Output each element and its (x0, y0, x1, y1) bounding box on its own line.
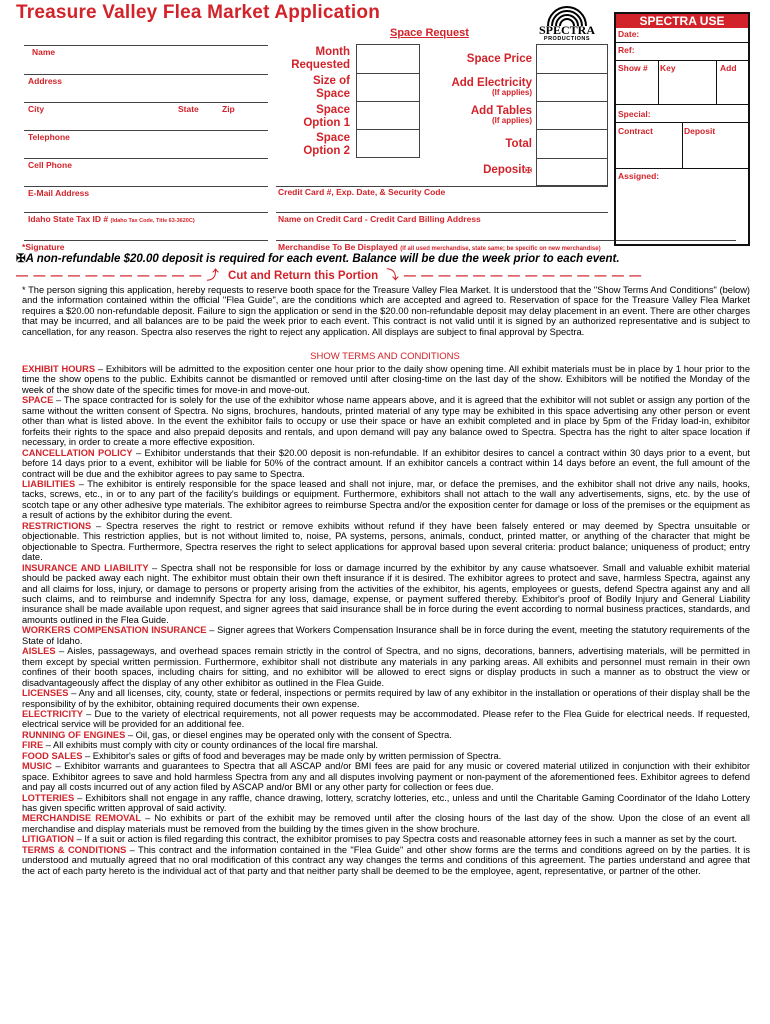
term-merchandise-removal (22, 813, 750, 834)
term-title: RESTRICTIONS (22, 520, 92, 531)
term-title: SPACE (22, 395, 54, 406)
name-label: Name (32, 47, 56, 57)
space-price-field[interactable] (537, 45, 607, 71)
term-title: INSURANCE AND LIABILITY (22, 562, 149, 573)
logo-word: SPECTRA (538, 23, 595, 37)
city-label: City (28, 104, 45, 114)
term-title: EXHIBIT HOURS (22, 364, 96, 374)
term-exhibit-hours (22, 364, 750, 395)
spectra-date-label: Date: (618, 29, 640, 39)
term-space (22, 395, 750, 447)
term-title: AISLES (22, 646, 56, 657)
space-request-heading: Space Request (390, 27, 469, 39)
term-text: – Exhibitor warrants and guarantees to Spectra that all ASCAP and/or BMI fees are paid for any music or covered material utilized in conjunction with their exhibitor space. Exhibitor agrees to save and hold harmless Spectra from any and all disputes involving payment or non-payment of the aforementioned fees. Exhibitor agrees to defend and pay all costs incurred out of any action filed by ASCAP and/or BMI or any other party for collection or fees due. (22, 761, 750, 793)
total-label: Total (505, 138, 532, 150)
term-text: – Exhibitor's sales or gifts of food and beverages may be made only by written permission of Spectra. (82, 750, 502, 761)
term-licenses (22, 688, 750, 709)
city-state-zip-field[interactable] (24, 112, 268, 130)
deposit-label: Deposit✠ (483, 164, 532, 176)
term-text: – Exhibitors will be admitted to the exposition center one hour prior to the daily show opening time. All exhibit materials must be in place by 1 hour prior to the time the show opens to the public. Exhibits cannot be dismantled or removed until after closing-time on the last day of the show. Exhibitors will be notified the Monday of the week of the show date of the specific times for move-in and move-out. (22, 364, 750, 395)
spectra-deposit-label: Deposit (684, 126, 716, 136)
term-cancellation (22, 448, 750, 479)
term-title: LOTTERIES (22, 792, 75, 803)
cell-phone-label: Cell Phone (28, 160, 72, 170)
spectra-use-heading: SPECTRA USE (616, 14, 748, 28)
term-text: – The space contracted for is solely for the use of the exhibitor whose name appears above, and it is agreed that the exhibitor will not sublet or assign any portion of the same without the written consent of Spectra. No signs, brochures, handouts, printed material of any type may be exhibited in this space advertising any other person or event other than what is listed above. In the event the exhibitor fails to occupy or use their space or have an exhibit completed and in place by 5pm of the Friday load-in, exhibitor forfeits their rights to the space and also prepaid deposits and rentals, and upon demand will pay any balance owed to Spectra. Spectra has the right to alter space location if necessary, in order to create a more effective exposition. (22, 395, 750, 448)
zip-label: Zip (222, 104, 235, 114)
term-electricity (22, 709, 750, 730)
month-requested-box[interactable] (356, 44, 420, 74)
state-label: State (178, 104, 199, 114)
tax-id-note: (Idaho Tax Code, Title 63-3620C) (110, 218, 195, 224)
term-insurance (22, 563, 750, 626)
space-option1-label (276, 104, 350, 130)
term-text: – Oil, gas, or diesel engines may be operated only with the consent of Spectra. (125, 729, 452, 740)
term-title: CANCELLATION POLICY (22, 447, 133, 458)
term-title: WORKERS COMPENSATION INSURANCE (22, 625, 207, 636)
signature-field[interactable] (24, 222, 268, 240)
space-option1-line2: Option 1 (303, 117, 350, 129)
space-option1-box[interactable] (356, 101, 420, 130)
term-text: – Spectra shall not be responsible for loss or damage incurred by the exhibitor by any cause whatsoever. Small and valuable exhibit material should be packed away each night. The exhibitor must obtain their own theft insurance if it is desired. The exhibitor agrees to protect and save, harmless Spectra, against any and all claims for loss, injury, or damage to persons or property arising from the activities of the exhibitor, his agents, employees or guests, defend Spectra against any and all such claims, and to reimburse and indemnify Spectra for any loss, damage, expense, or payment suffered thereby. Exhibitor's proof of Bodily Injury and General Liability insurance shall be made available upon request, and signer agrees that said insurance shall be in force during the event according to normal business practices, standards, and amounts outlined in the Flea Guide. (22, 562, 750, 625)
term-title: FOOD SALES (22, 750, 83, 761)
deposit-field[interactable] (537, 159, 607, 185)
term-text: – Aisles, passageways, and overhead spaces remain strictly in the control of Spectra, and no signs, decorations, banners, advertising materials, will be permitted in them except by special written permission. Furthermore, exhibitor shall not distribute any materials in any parking areas. All exhibits and personnel must remain in their own confines of their booth spaces, including chairs for sitting, and no exhibitor will be allowed to erect signs or display products in such a manner as to obstruct the view or disadvantageously affect the display of any other exhibitor as outlined in the Flea Guide. (22, 646, 750, 688)
term-lotteries (22, 793, 750, 814)
if-applies-tables: (If applies) (491, 116, 532, 125)
telephone-field[interactable] (24, 140, 268, 158)
email-label: E-Mail Address (28, 188, 90, 198)
term-text: – Signer agrees that Workers Compensation Insurance shall be in force during the event, meeting the statutory requirements of the State of Idaho. (22, 625, 750, 646)
space-option2-line2: Option 2 (303, 145, 350, 157)
intro-paragraph: * The person signing this application, hereby requests to reserve booth space for the Treasure Valley Flea Market. It is understood that the "Show Terms And Conditions" (below) and the information contained within the official "Flea Guide", are the conditions which are accepted and agreed to. Reservation of space for the Treasure Valley Flea Market requires a $20.00 non-refundable deposit. Failure to sign the application or send in the $20.00 non-refundable deposit may delay placement in an event. There are other charges that may be incurred, and all balances are to be paid the week prior to each event. This contract is not valid until it is signed by an authorized representative and is subject to cancellation, for any reason. Spectra also reserves the right to reject any application. All displays are subject to final approval by Spectra. (22, 285, 750, 337)
space-option2-box[interactable] (356, 129, 420, 158)
term-title: RUNNING OF ENGINES (22, 729, 126, 740)
term-terms-conditions (22, 845, 750, 876)
add-tables-label: Add Tables (470, 105, 532, 117)
term-text: – All exhibits must comply with city or county ordinances of the local fire marshal. (43, 740, 379, 751)
term-text: – Spectra reserves the right to restrict or remove exhibits without refund if they have been falsely entered or may deemed by Spectra unsuitable or objectionable. This restriction applies, but is not without limited to, noise, PA systems, persons, animals, conduct, printed matter, or anything of the character that might be objectionable to Spectra. Furthermore, Spectra reserves the right to select applications for approval based upon several criteria: product balance; uniqueness of product; entry date. (22, 520, 750, 563)
term-food-sales (22, 751, 750, 761)
merchandise-note: (If all used merchandise, state same; be specific on new merchandise) (400, 246, 601, 252)
credit-card-label: Credit Card #, Exp. Date, & Security Code (278, 187, 446, 197)
term-text: – Exhibitor understands that their $20.00 deposit is non-refundable. If an exhibitor desires to cancel a contract within 30 days prior to a event, but before 14 days prior to a event, exhibitor will be liable for 50% of the contract amount. If an exhibitor cancels a contract within 14 days before an event, the full amount of the contract will be due and the exhibitor agrees to pay same to Spectra. (22, 447, 750, 479)
spectra-logo (530, 2, 604, 42)
term-engines (22, 730, 750, 740)
month-requested-line1: Month (315, 46, 350, 58)
spectra-special-label: Special: (618, 109, 651, 119)
term-music (22, 761, 750, 792)
name-on-card-field[interactable] (276, 222, 608, 240)
credit-card-field[interactable] (276, 196, 608, 212)
month-requested-label (276, 46, 350, 72)
term-title: FIRE (22, 740, 44, 751)
spectra-add-label: Add (720, 63, 737, 73)
terms-heading: SHOW TERMS AND CONDITIONS (310, 351, 460, 362)
size-of-space-label (276, 75, 350, 101)
term-liabilities (22, 479, 750, 521)
page-title: Treasure Valley Flea Market Application (16, 2, 381, 23)
term-fire (22, 740, 750, 750)
size-of-space-box[interactable] (356, 73, 420, 102)
telephone-label: Telephone (28, 132, 70, 142)
total-field[interactable] (537, 130, 607, 156)
term-title: LIABILITIES (22, 478, 76, 489)
cell-phone-field[interactable] (24, 168, 268, 186)
term-workers-comp (22, 625, 750, 646)
term-text: – The exhibitor is entirely responsible for the space leased and shall not injure, mar, or deface the premises, and the exhibitor shall not drive any nails, hooks, tacks, screws, etc., in or to any part of the facility's buildings or equipment. Furthermore, exhibitors shall not attach to the wall any advertisements, signs, etc. by the use of scotch tape or any other adhesive type materials. The exhibitor agrees to reimburse Spectra and/or the exposition center for damage or loss of the premises or the equipment as a result of actions by the exhibitor during the event. (22, 478, 750, 521)
space-option2-label (276, 132, 350, 158)
spectra-show-num-label: Show # (618, 63, 648, 73)
spectra-assigned-label: Assigned: (618, 171, 660, 181)
address-label: Address (28, 76, 63, 86)
term-title: MUSIC (22, 761, 52, 772)
term-aisles (22, 646, 750, 688)
spectra-use-panel (614, 12, 750, 246)
term-title: TERMS & CONDITIONS (22, 844, 127, 855)
terms-list (22, 364, 750, 876)
month-requested-line2: Requested (291, 59, 350, 71)
add-electricity-label: Add Electricity (451, 77, 532, 89)
tax-id-label-text: Idaho State Tax ID # (28, 214, 109, 224)
term-restrictions (22, 521, 750, 563)
term-title: ELECTRICITY (22, 708, 83, 719)
term-text: – This contract and the information contained in the "Flea Guide" and other show forms are the terms and conditions agreed on by the parties. It is understood and mutually agreed that no oral modification of this contract any way changes the terms and conditions of this agreement. The parties understand and agree that the act of each party hereto is the individual act of that party and that neither party shall be deemed to be the employee, agent, representative, or partner of the other. (22, 844, 750, 876)
term-title: LITIGATION (22, 834, 74, 845)
cut-return-label: Cut and Return this Portion (228, 270, 379, 282)
deposit-notice: ✠A non-refundable $20.00 deposit is required for each event. Balance will be due the week prior to each event. (16, 253, 620, 265)
term-text: – Due to the variety of electrical requirements, not all power requests may be accommodated. Please refer to the Flea Guide for electrical needs. If requested, electrical service will be provided for an additional fee. (22, 708, 750, 730)
size-of-space-line1: Size of (312, 75, 350, 87)
term-title: MERCHANDISE REMOVAL (22, 813, 142, 824)
add-tables-field[interactable] (537, 102, 607, 128)
name-on-card-label: Name on Credit Card - Credit Card Billing Address (278, 214, 481, 224)
if-applies-electricity: (If applies) (491, 88, 532, 97)
signature-label: *Signature (22, 242, 65, 252)
term-text: – Any and all licenses, city, county, state or federal, inspections or permits required by law of any exhibitor in the installation or operations of their display shall be the responsibility of by the exhibitor, obtaining required documents their own expense. (22, 688, 750, 709)
address-field[interactable] (24, 84, 268, 102)
spectra-key-label: Key (660, 63, 676, 73)
term-text: – If a suit or action is filed regarding this contract, the exhibitor promises to pay Spectra costs and reasonable attorney fees in such a manner as set by the court. (74, 834, 738, 845)
term-litigation (22, 834, 750, 844)
deposit-notice-text: A non-refundable $20.00 deposit is required for each event. Balance will be due the week prior to each event. (25, 253, 620, 265)
cut-line: — — — — — — — — — — — ⤴ Cut and Return this Portion ⤵ — — — — — — — — — — — — — — (16, 268, 643, 282)
deposit-label-text: Deposit (483, 164, 526, 176)
spectra-ref-label: Ref: (618, 45, 635, 55)
space-option2-line1: Space (316, 132, 350, 144)
merchandise-label-text: Merchandise To Be Displayed (278, 242, 398, 252)
logo-sub: PRODUCTIONS (543, 36, 591, 42)
spectra-contract-label: Contract (618, 126, 653, 136)
add-electricity-field[interactable] (537, 74, 607, 100)
space-option1-line1: Space (316, 104, 350, 116)
term-title: LICENSES (22, 688, 69, 699)
name-field[interactable] (24, 56, 268, 74)
size-of-space-line2: Space (316, 88, 350, 100)
space-price-label: Space Price (466, 53, 532, 65)
signature-label-text: Signature (25, 242, 65, 252)
term-text: – Exhibitors shall not engage in any raffle, chance drawing, lottery, scratchy lotteries, etc., unless and until the Charitable Gaming Coordinator of the Idaho Lottery has given specific written approval of said activity. (22, 792, 750, 814)
term-text: – No exhibits or part of the exhibit may be removed until after the closing hours of the last day of the show. Upon the close of an event all merchandise and display materials must be removed from the building by the times given in the show brochure. (22, 813, 750, 834)
